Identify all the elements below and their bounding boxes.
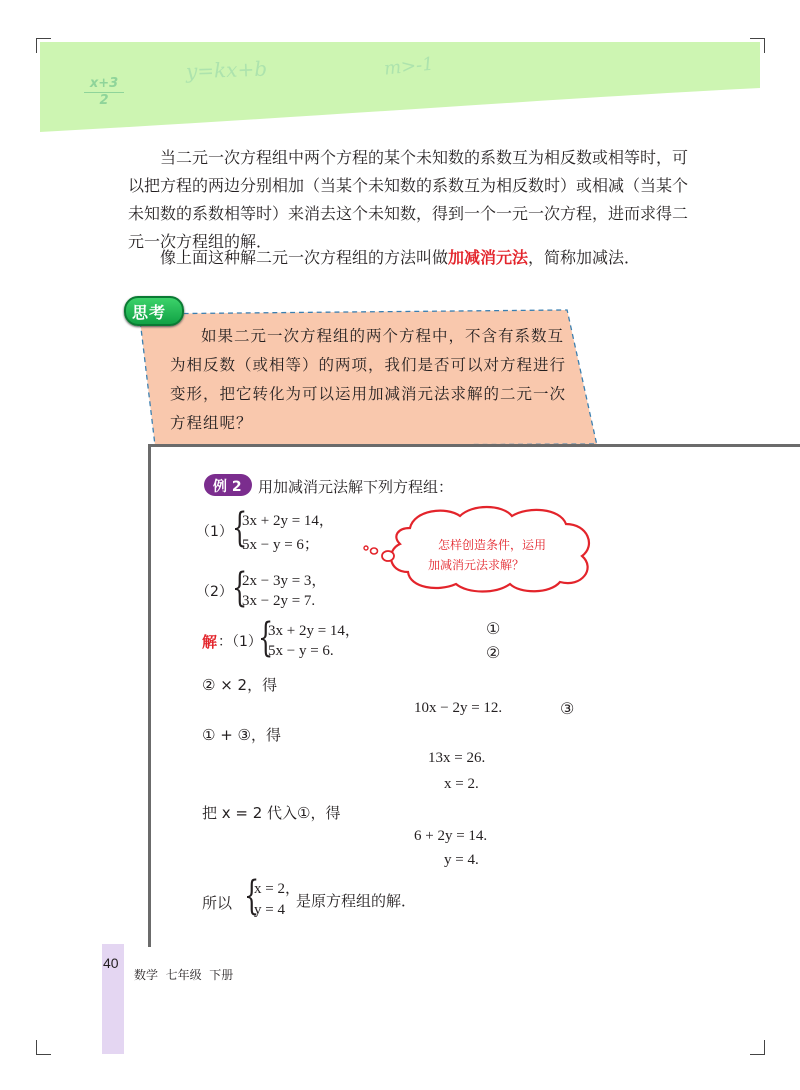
intro-paragraph-1 xyxy=(128,144,688,256)
step-1-equation: 10x − 2y = 12. xyxy=(414,700,503,716)
solution-eq-2: 5x − y = 6. xyxy=(268,643,334,659)
header-formula-linear: y=kx+b xyxy=(185,56,268,84)
conclusion-brace: { xyxy=(244,873,260,919)
conclusion-eq-1: x = 2， xyxy=(254,881,300,897)
intro-paragraph-2-before: 像上面这种解二元一次方程组的方法叫做 xyxy=(160,248,449,267)
equation-mark-1: ① xyxy=(486,621,501,638)
book-title: 数学 七年级 下册 xyxy=(134,968,234,982)
thought-cloud-line-2: 加减消元法求解？ xyxy=(428,558,525,572)
solution-eq-1: 3x + 2y = 14， xyxy=(268,623,360,639)
header-formula-fraction xyxy=(84,76,124,109)
crop-mark-bottom-right xyxy=(750,1040,765,1055)
header-formula-numerator: x+3 xyxy=(84,76,124,93)
solution-brace: { xyxy=(258,615,274,661)
problem-2-eq-2: 3x − 2y = 7. xyxy=(242,593,316,609)
intro-paragraph-2-after: ，简称加减法． xyxy=(528,248,641,267)
intro-paragraph-2 xyxy=(128,244,688,272)
problem-1-label: （1） xyxy=(196,524,233,540)
key-term: 加减消元法 xyxy=(448,248,529,267)
problem-2-brace: { xyxy=(232,565,248,611)
step-3-text: 把 x = 2 代入①，得 xyxy=(202,804,341,822)
example-badge xyxy=(204,474,252,496)
page-number: 40 xyxy=(103,955,119,971)
header-formula-inequality: m>-1 xyxy=(383,53,435,80)
think-badge-label: 思考 xyxy=(132,303,167,322)
conclusion-eq-2: y = 4 xyxy=(254,902,285,918)
thought-cloud-line-1: 怎样创造条件，运用 xyxy=(438,538,547,552)
step-3-equation-1: 6 + 2y = 14. xyxy=(414,828,488,844)
conclusion-prefix: 所以 xyxy=(202,894,233,912)
problem-1-eq-2: 5x − y = 6； xyxy=(242,537,319,553)
conclusion-suffix: 是原方程组的解． xyxy=(296,892,417,910)
problem-1-eq-1: 3x + 2y = 14， xyxy=(242,513,334,529)
example-badge-label: 例 2 xyxy=(213,479,242,495)
crop-mark-bottom-left xyxy=(36,1040,51,1055)
solution-label: 解 xyxy=(202,633,218,651)
solution-part-label: ：（1） xyxy=(218,634,262,650)
equation-mark-3: ③ xyxy=(560,701,575,718)
step-2-equation-1: 13x = 26. xyxy=(428,750,486,766)
problem-2-label: （2） xyxy=(196,584,233,600)
example-prompt: 用加减消元法解下列方程组： xyxy=(258,478,454,496)
equation-mark-2: ② xyxy=(486,645,501,662)
header-formula-denominator: 2 xyxy=(99,93,109,108)
problem-1-brace: { xyxy=(232,505,248,551)
intro-paragraph-1-text: 当二元一次方程组中两个方程的某个未知数的系数互为相反数或相等时，可以把方程的两边分别相加（当某个未知数的系数互为相反数时）或相减（当某个未知数的系数相等时）来消去这个未知数，得到一个一元一次方程，进而求得二元一次方程组的解． xyxy=(128,148,689,251)
think-question: 如果二元一次方程组的两个方程中，不含有系数互为相反数（或相等）的两项，我们是否可以对方程进行变形，把它转化为可以运用加减消元法求解的二元一次方程组呢？ xyxy=(170,327,567,432)
step-2-text: ① + ③，得 xyxy=(202,726,281,744)
step-1-text: ② × 2，得 xyxy=(202,676,278,694)
problem-2-eq-1: 2x − 3y = 3， xyxy=(242,573,327,589)
step-2-equation-2: x = 2. xyxy=(444,776,479,792)
step-3-equation-2: y = 4. xyxy=(444,852,479,868)
